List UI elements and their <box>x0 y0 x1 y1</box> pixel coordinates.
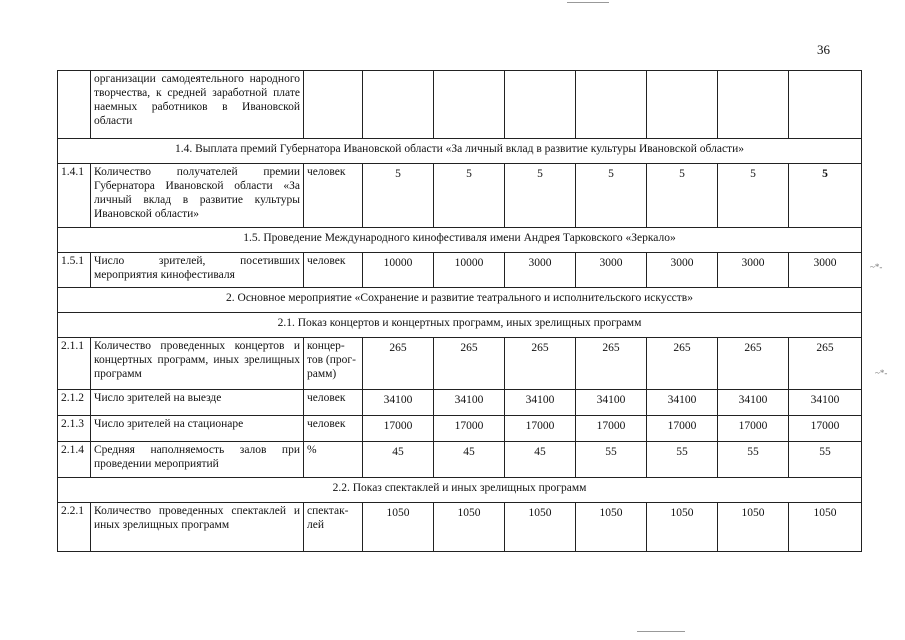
value-cell: 1050 <box>718 503 789 552</box>
scan-mark: ~*- <box>875 368 888 378</box>
value-cell: 5 <box>718 164 789 228</box>
unit: человек <box>304 164 363 228</box>
section-row <box>58 228 862 253</box>
unit: человек <box>304 253 363 288</box>
table-row <box>58 416 862 442</box>
value-cell <box>505 71 576 139</box>
value-cell: 45 <box>434 442 505 478</box>
value-cell: 5 <box>505 164 576 228</box>
value-cell: 3000 <box>718 253 789 288</box>
unit: спектак-лей <box>304 503 363 552</box>
value-cell: 45 <box>363 442 434 478</box>
section-heading: 2.2. Показ спектаклей и иных зрелищных программ <box>58 478 862 503</box>
value-cell: 265 <box>789 338 862 390</box>
value-cell <box>789 71 862 139</box>
value-cell: 1050 <box>789 503 862 552</box>
page-number: 36 <box>817 42 830 57</box>
value-cell: 34100 <box>434 390 505 416</box>
table-row <box>58 442 862 478</box>
value-cell: 17000 <box>718 416 789 442</box>
value-cell: 5 <box>576 164 647 228</box>
value-cell: 265 <box>434 338 505 390</box>
value-cell: 5 <box>647 164 718 228</box>
section-row <box>58 478 862 503</box>
row-number: 2.1.3 <box>58 416 91 442</box>
unit <box>304 71 363 139</box>
value-cell: 17000 <box>363 416 434 442</box>
scan-line-top <box>567 2 609 3</box>
value-cell: 3000 <box>576 253 647 288</box>
unit: человек <box>304 390 363 416</box>
value-cell: 5 <box>363 164 434 228</box>
value-cell: 265 <box>718 338 789 390</box>
scan-line-bottom <box>637 631 685 632</box>
indicator-name: Число зрителей на стационаре <box>91 416 304 442</box>
indicator-name: Количество получателей премии Губернатора Ивановской области «За личный вклад в развитие культуры Ивановской области» <box>91 164 304 228</box>
table-row <box>58 503 862 552</box>
value-cell: 1050 <box>647 503 718 552</box>
value-cell: 3000 <box>505 253 576 288</box>
indicator-name: Число зрителей на выезде <box>91 390 304 416</box>
value-cell: 55 <box>789 442 862 478</box>
indicator-name: Число зрителей, посетивших мероприятия кинофестиваля <box>91 253 304 288</box>
section-row <box>58 139 862 164</box>
value-cell <box>434 71 505 139</box>
indicator-name: Количество проведенных спектаклей и иных зрелищных программ <box>91 503 304 552</box>
value-cell: 45 <box>505 442 576 478</box>
value-cell: 1050 <box>363 503 434 552</box>
unit: человек <box>304 416 363 442</box>
value-cell <box>647 71 718 139</box>
unit: % <box>304 442 363 478</box>
value-cell: 17000 <box>505 416 576 442</box>
value-cell: 55 <box>647 442 718 478</box>
value-cell: 10000 <box>434 253 505 288</box>
value-cell: 1050 <box>505 503 576 552</box>
row-number: 1.5.1 <box>58 253 91 288</box>
value-cell: 17000 <box>434 416 505 442</box>
value-cell: 34100 <box>363 390 434 416</box>
value-cell: 17000 <box>789 416 862 442</box>
indicators-table <box>57 70 862 552</box>
value-cell: 55 <box>576 442 647 478</box>
indicator-name: Количество проведенных концертов и концертных программ, иных зрелищных программ <box>91 338 304 390</box>
value-cell: 34100 <box>576 390 647 416</box>
row-number: 2.2.1 <box>58 503 91 552</box>
row-number: 2.1.1 <box>58 338 91 390</box>
value-cell: 17000 <box>576 416 647 442</box>
table-row <box>58 253 862 288</box>
value-cell: 55 <box>718 442 789 478</box>
value-cell: 34100 <box>789 390 862 416</box>
value-cell: 34100 <box>718 390 789 416</box>
value-cell: 34100 <box>647 390 718 416</box>
value-cell <box>718 71 789 139</box>
indicator-name: Средняя наполняемость залов при проведении мероприятий <box>91 442 304 478</box>
value-cell: 17000 <box>647 416 718 442</box>
value-cell: 1050 <box>434 503 505 552</box>
table-row <box>58 71 862 139</box>
value-cell: 5 <box>789 164 862 228</box>
value-cell: 265 <box>647 338 718 390</box>
section-row <box>58 313 862 338</box>
row-number: 2.1.4 <box>58 442 91 478</box>
row-number: 2.1.2 <box>58 390 91 416</box>
value-cell <box>363 71 434 139</box>
scan-mark: ~*- <box>870 262 883 272</box>
section-row <box>58 288 862 313</box>
table-row <box>58 338 862 390</box>
value-cell: 1050 <box>576 503 647 552</box>
table-row <box>58 164 862 228</box>
indicator-name: организации самодеятельного народного творчества, к средней заработной плате наемных работников в Ивановской области <box>91 71 304 139</box>
value-cell: 10000 <box>363 253 434 288</box>
section-heading: 2.1. Показ концертов и концертных программ, иных зрелищных программ <box>58 313 862 338</box>
value-cell: 265 <box>363 338 434 390</box>
value-cell: 5 <box>434 164 505 228</box>
section-heading: 1.4. Выплата премий Губернатора Ивановской области «За личный вклад в развитие культуры Ивановской области» <box>58 139 862 164</box>
section-heading: 2. Основное мероприятие «Сохранение и развитие театрального и исполнительского искусств» <box>58 288 862 313</box>
row-number: 1.4.1 <box>58 164 91 228</box>
value-cell: 3000 <box>647 253 718 288</box>
row-number <box>58 71 91 139</box>
value-cell: 3000 <box>789 253 862 288</box>
section-heading: 1.5. Проведение Международного кинофестиваля имени Андрея Тарковского «Зеркало» <box>58 228 862 253</box>
unit: концер-тов (прог-рамм) <box>304 338 363 390</box>
value-cell: 265 <box>576 338 647 390</box>
value-cell: 265 <box>505 338 576 390</box>
table-row <box>58 390 862 416</box>
value-cell: 34100 <box>505 390 576 416</box>
value-cell <box>576 71 647 139</box>
